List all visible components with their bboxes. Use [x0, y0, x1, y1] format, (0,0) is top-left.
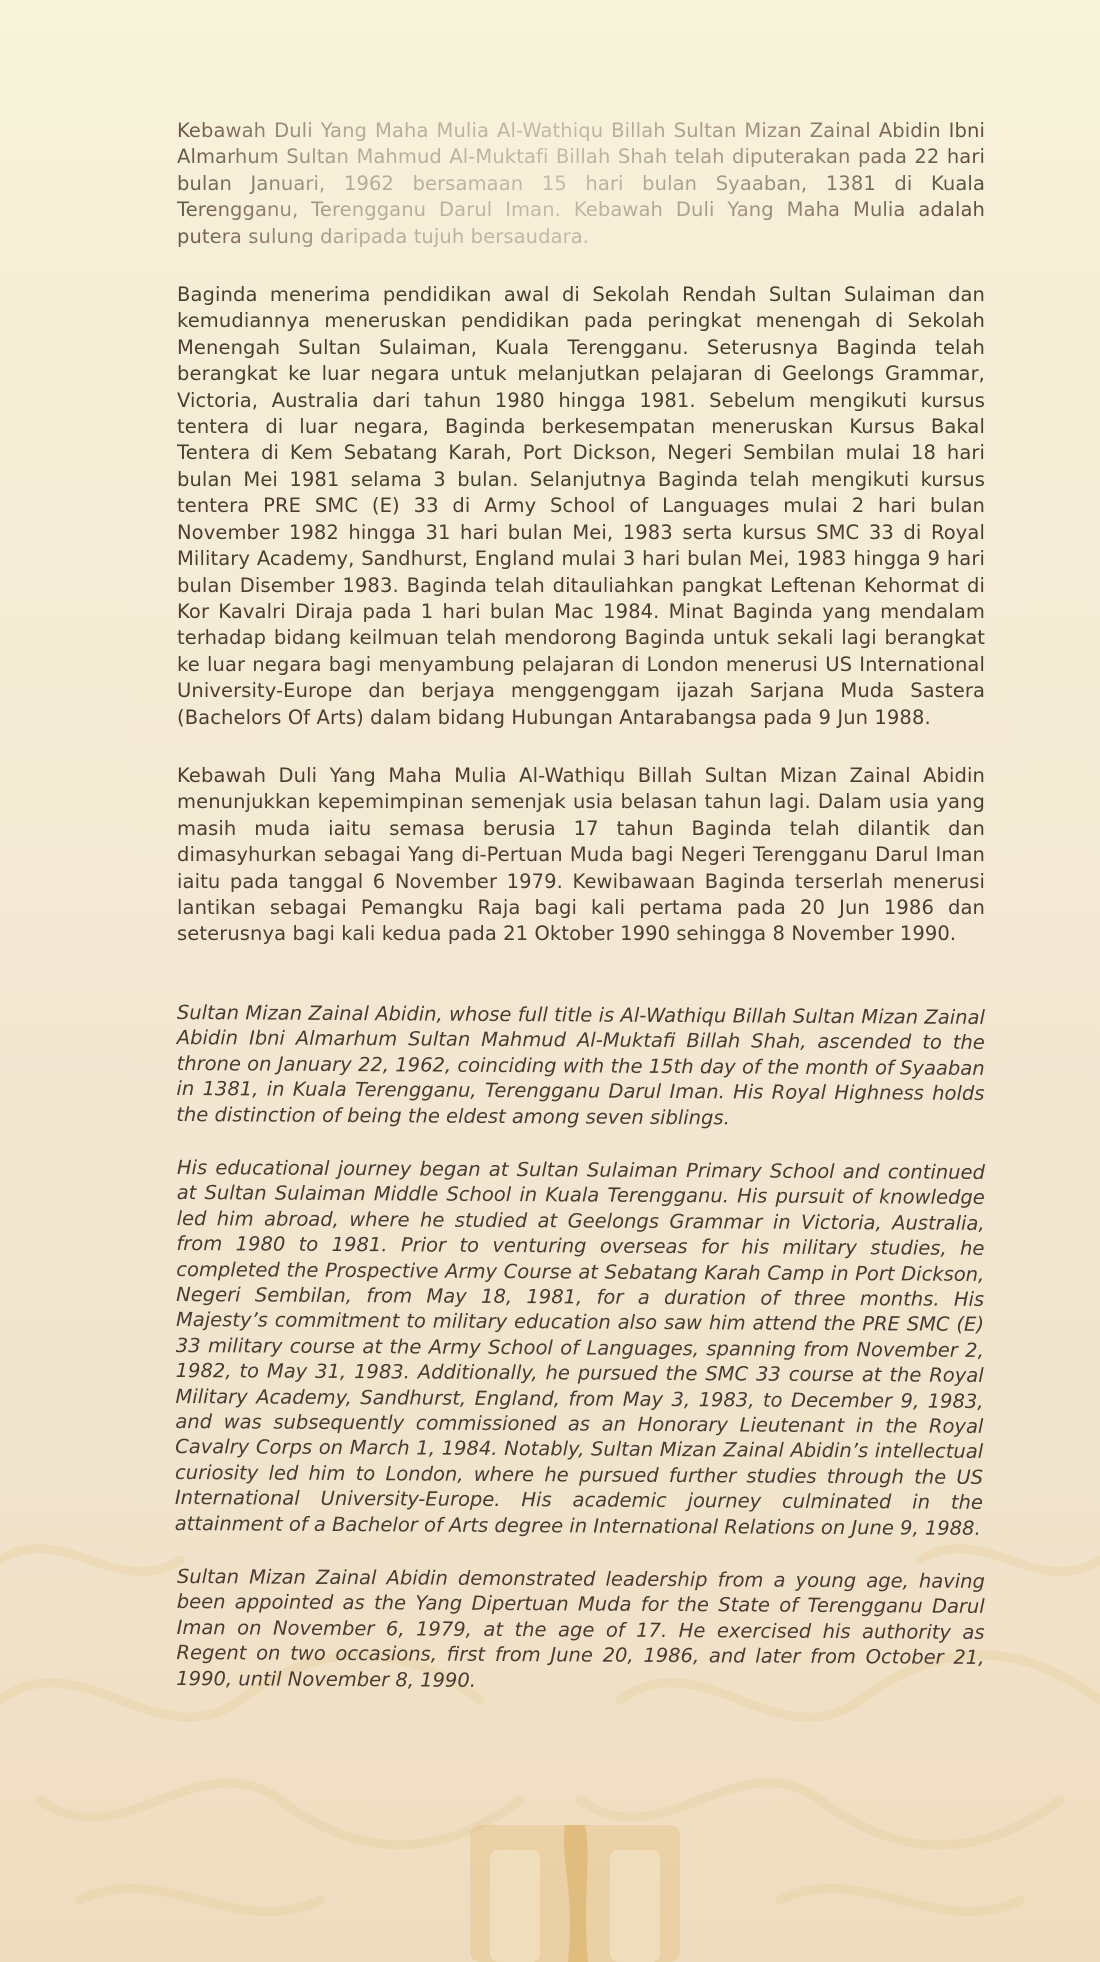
english-paragraph-education: His educational journey began at Sultan Sulaiman Primary School and continued at Sultan Sulaiman Middle School in Kuala Terengganu. His pursuit of knowledge led him abroad, where he studied at Geelongs Grammar in Victoria, Australia, from 1980 to 1981. Prior to venturing overseas for his military studies, he completed the Prospective Army Course at Sebatang Karah Camp in Port Dickson, Negeri Sembilan, from May 18, 1981, for a duration of three months. His Majesty’s commitment to military education also saw him attend the PRE SMC (E) 33 military course at the Army School of Languages, spanning from November 2, 1982, to May 31, 1983. Additionally, he pursued the SMC 33 course at the Royal Military Academy, Sandhurst, England, from May 3, 1983, to December 9, 1983, and was subsequently commissioned as an Honorary Lieutenant in the Royal Cavalry Corps on March 1, 1984. Notably, Sultan Mizan Zainal Abidin’s intellectual curiosity led him to London, where he pursued further studies through the US International University-Europe. His academic journey culminated in the attainment of a Bachelor of Arts degree in International Relations on June 9, 1988. [174, 1155, 985, 1540]
malay-paragraph-leadership: Kebawah Duli Yang Maha Mulia Al-Wathiqu Billah Sultan Mizan Zainal Abidin menunjukkan kepemimpinan semenjak usia belasan tahun lagi. Dalam usia yang masih muda iaitu semasa berusia 17 tahun Baginda telah dilantik dan dimasyhurkan sebagai Yang di-Pertuan Muda bagi Negeri Terengganu Darul Iman iaitu pada tanggal 6 November 1979. Kewibawaan Baginda terserlah menerusi lantikan sebagai Pemangku Raja bagi kali pertama pada 20 Jun 1986 dan seterusnya bagi kali kedua pada 21 Oktober 1990 sehingga 8 November 1990. [177, 763, 985, 946]
english-paragraph-leadership: Sultan Mizan Zainal Abidin demonstrated leadership from a young age, having been appointed as the Yang Dipertuan Muda for the State of Terengganu Darul Iman on November 6, 1979, at the age of 17. He exercised his authority as Regent on two occasions, first from June 20, 1986, and later from October 21, 1990, until November 8, 1990. [176, 1564, 985, 1692]
malay-paragraph-birth: Kebawah Duli Yang Maha Mulia Al-Wathiqu Billah Sultan Mizan Zainal Abidin Ibni Almarhum Sultan Mahmud Al-Muktafi Billah Shah telah diputerakan pada 22 hari bulan Januari, 1962 bersamaan 15 hari bulan Syaaban, 1381 di Kuala Terengganu, Terengganu Darul Iman. Kebawah Duli Yang Maha Mulia adalah putera sulung daripada tujuh bersaudara. [177, 118, 985, 250]
malay-biography [177, 118, 985, 948]
english-biography [174, 1000, 985, 1692]
section-spacer [177, 980, 985, 1000]
biography-text [174, 118, 985, 1719]
english-paragraph-birth: Sultan Mizan Zainal Abidin, whose full title is Al-Wathiqu Billah Sultan Mizan Zainal Abidin Ibni Almarhum Sultan Mahmud Al-Muktafi Billah Shah, ascended to the throne on January 22, 1962, coinciding with the 15th day of the month of Syaaban in 1381, in Kuala Terengganu, Terengganu Darul Iman. His Royal Highness holds the distinction of being the eldest among seven siblings. [176, 1000, 985, 1129]
malay-paragraph-education: Baginda menerima pendidikan awal di Sekolah Rendah Sultan Sulaiman dan kemudiannya meneruskan pendidikan pada peringkat menengah di Sekolah Menengah Sultan Sulaiman, Kuala Terengganu. Seterusnya Baginda telah berangkat ke luar negara untuk melanjutkan pelajaran di Geelongs Grammar, Victoria, Australia dari tahun 1980 hingga 1981. Sebelum mengikuti kursus tentera di luar negara, Baginda berkesempatan meneruskan Kursus Bakal Tentera di Kem Sebatang Karah, Port Dickson, Negeri Sembilan mulai 18 hari bulan Mei 1981 selama 3 bulan. Selanjutnya Baginda telah mengikuti kursus tentera PRE SMC (E) 33 di Army School of Languages mulai 2 hari bulan November 1982 hingga 31 hari bulan Mei, 1983 serta kursus SMC 33 di Royal Military Academy, Sandhurst, England mulai 3 hari bulan Mei, 1983 hingga 9 hari bulan Disember 1983. Baginda telah ditauliahkan pangkat Leftenan Kehormat di Kor Kavalri Diraja pada 1 hari bulan Mac 1984. Minat Baginda yang mendalam terhadap bidang keilmuan telah mendorong Baginda untuk sekali lagi berangkat ke luar negara bagi menyambung pelajaran di London menerusi US International University-Europe dan berjaya menggenggam ijazah Sarjana Muda Sastera (Bachelors Of Arts) dalam bidang Hubungan Antarabangsa pada 9 Jun 1988. [177, 283, 985, 729]
